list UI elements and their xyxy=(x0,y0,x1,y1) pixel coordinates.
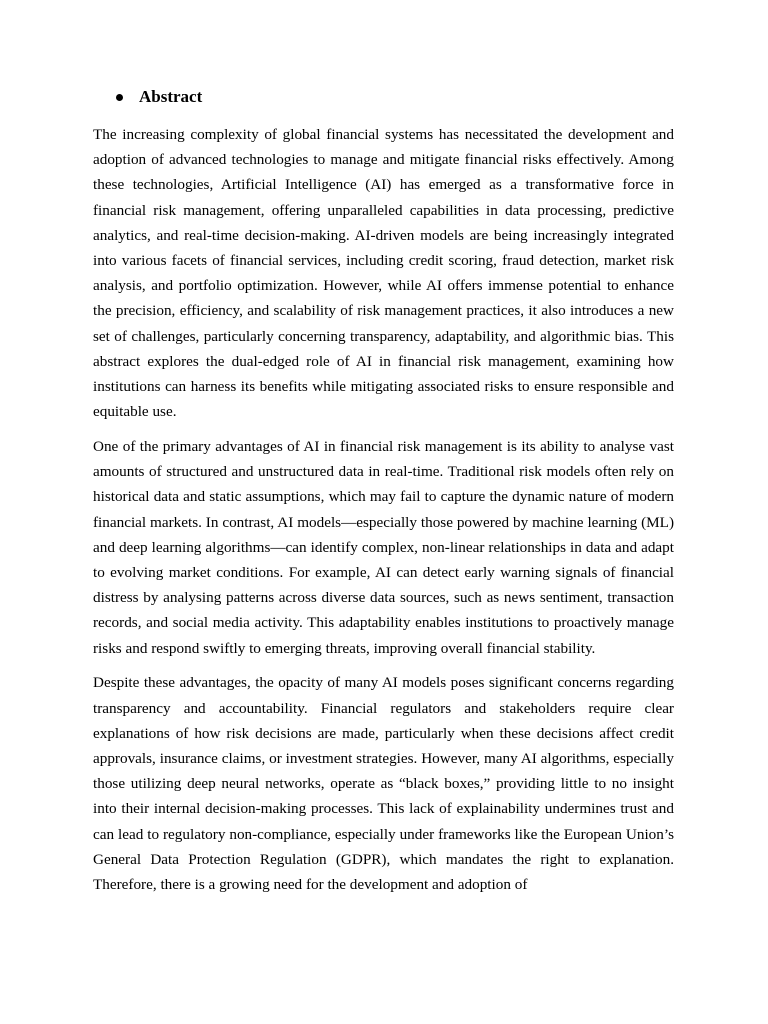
section-heading-text: Abstract xyxy=(139,87,203,106)
paragraph-2: One of the primary advantages of AI in financial risk management is its ability to analyse vast amounts of structured and unstructured data in real-time. Traditional risk models often rely on historical data and static assumptions, which may fail to capture the dynamic nature of modern financial markets. In contrast, AI models—especially those powered by machine learning (ML) and deep learning algorithms—can identify complex, non-linear relationships in data and adapt to evolving market conditions. For example, AI can detect early warning signals of financial distress by analysing patterns across diverse data sources, such as news sentiment, transaction records, and social media activity. This adaptability enables institutions to proactively manage risks and respond swiftly to emerging threats, improving overall financial stability. xyxy=(93,438,674,657)
paragraph-3: Despite these advantages, the opacity of many AI models poses significant concerns regarding transparency and accountability. Financial regulators and stakeholders require clear explanations of how risk decisions are made, particularly when these decisions affect credit approvals, insurance claims, or investment strategies. However, many AI algorithms, especially those utilizing deep neural networks, operate as “black boxes,” providing little to no insight into their internal decision-making processes. This lack of explainability undermines trust and can lead to regulatory non-compliance, especially under frameworks like the European Union’s General Data Protection Regulation (GDPR), which mandates the right to explanation. Therefore, there is a growing need for the development and adoption of xyxy=(93,674,674,894)
body-text xyxy=(93,122,674,907)
bullet-icon xyxy=(116,94,123,101)
paragraph-1: The increasing complexity of global financial systems has necessitated the development and adoption of advanced technologies to manage and mitigate financial risks effectively. Among these technologies, Artificial Intelligence (AI) has emerged as a transformative force in financial risk management, offering unparalleled capabilities in data processing, predictive analytics, and real-time decision-making. AI-driven models are being increasingly integrated into various facets of financial services, including credit scoring, fraud detection, market risk analysis, and portfolio optimization. However, while AI offers immense potential to enhance the precision, efficiency, and scalability of risk management practices, it also introduces a new set of challenges, particularly concerning transparency, adaptability, and algorithmic bias. This abstract explores the dual-edged role of AI in financial risk management, examining how institutions can harness its benefits while mitigating associated risks to ensure responsible and equitable use. xyxy=(93,126,674,421)
section-heading xyxy=(116,84,202,110)
